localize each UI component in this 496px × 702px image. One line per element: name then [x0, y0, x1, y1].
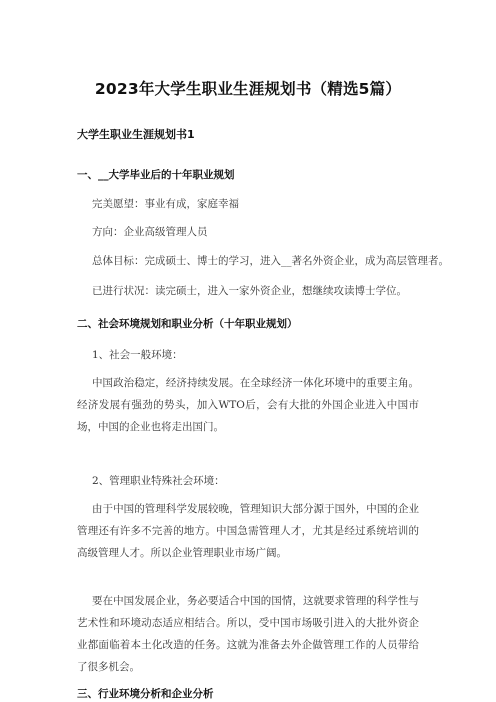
section-2-sub-2: 2、管理职业特殊社会环境：: [92, 475, 225, 487]
section-1-line-4: 已进行状况：读完硕士，进入一家外资企业，想继续攻读博士学位。: [92, 285, 407, 297]
section-1-line-1: 完美愿望：事业有成，家庭幸福: [92, 198, 239, 210]
section-2-paragraph-2: 由于中国的管理科学发展较晚，管理知识大部分源于国外，中国的企业管理还有许多不完善的地方。中国急需管理人才，尤其是经过系统培训的高级管理人才。所以企业管理职业市场广阔。: [77, 503, 419, 559]
section-1-line-2: 方向：企业高级管理人员: [92, 226, 208, 238]
section-1-line-3: 总体目标：完成硕士、博士的学习，进入__著名外资企业，成为高层管理者。: [92, 255, 449, 267]
section-1-heading: 一、__大学毕业后的十年职业规划: [77, 169, 235, 181]
section-3-heading: 三、行业环境分析和企业分析: [77, 688, 214, 700]
section-2-sub-1: 1、社会一般环境：: [92, 349, 183, 361]
document-subtitle: 大学生职业生涯规划书1: [77, 128, 195, 141]
document-title: 2023年大学生职业生涯规划书（精选5篇）: [94, 80, 402, 98]
section-2-heading: 二、社会环境规划和职业分析（十年职业规划）: [77, 318, 298, 330]
section-2-paragraph-1: 中国政治稳定，经济持续发展。在全球经济一体化环境中的重要主角。经济发展有强劲的势头，加入WTO后，会有大批的外国企业进入中国市场，中国的企业也将走出国门。: [77, 377, 419, 433]
section-2-paragraph-3: 要在中国发展企业，务必要适合中国的国情，这就要求管理的科学性与艺术性和环境动态适应相结合。所以，受中国市场吸引进入的大批外资企业都面临着本土化改造的任务。这就为准备去外企做管理工作的人员带给了很多机会。: [77, 595, 419, 673]
